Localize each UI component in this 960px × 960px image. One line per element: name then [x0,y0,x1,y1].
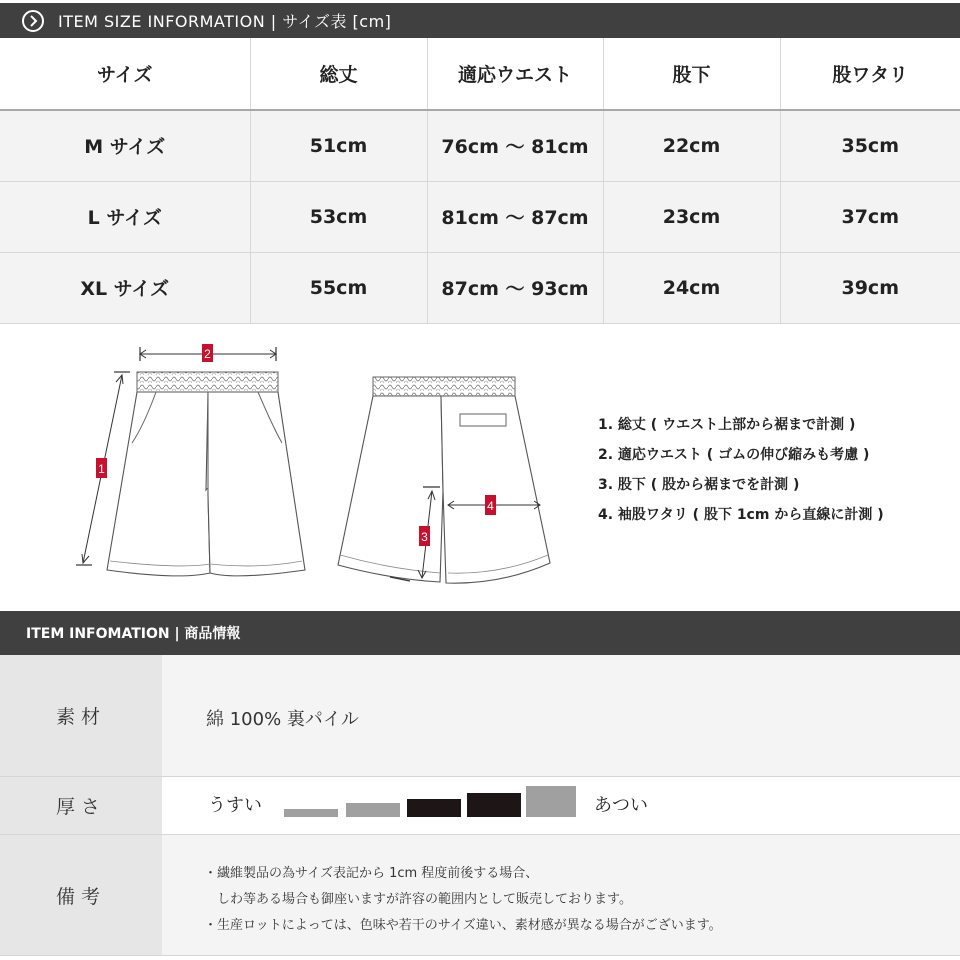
table-cell: 51cm [250,110,427,181]
table-cell: 81cm 〜 87cm [427,181,603,252]
table-cell: XL サイズ [0,252,250,323]
table-cell: 22cm [603,110,780,181]
table-row [0,181,960,252]
back-view [338,377,550,583]
table-cell: 87cm 〜 93cm [427,252,603,323]
marker-label: 2 [204,347,211,361]
note-item: 1. 総丈 ( ウエスト上部から裾まで計測 ) [598,417,856,433]
thickness-scale [162,777,960,834]
material-label: 素材 [0,655,162,776]
table-cell: 76cm 〜 81cm [427,110,603,181]
table-cell: 55cm [250,252,427,323]
thickness-level [407,799,461,817]
table-cell: 35cm [780,110,960,181]
table-cell: 53cm [250,181,427,252]
remark-line: ・繊維製品の為サイズ表記から 1cm 程度前後する場合、 [204,866,539,881]
marker-label: 4 [487,499,494,513]
table-cell: 23cm [603,181,780,252]
size-info-title: ITEM SIZE INFORMATION | サイズ表 [cm] [58,12,392,31]
remarks-row [0,835,960,956]
shorts-measurement-diagram [60,335,580,595]
size-info-header [0,3,960,38]
table-cell: 39cm [780,252,960,323]
thickness-level [284,809,338,817]
remarks-label: 備考 [0,835,162,955]
table-cell: 37cm [780,181,960,252]
thickness-thin-label: うすい [208,795,262,816]
material-value: 綿 100% 裏パイル [206,709,359,730]
item-info-header [0,611,960,655]
table-cell: L サイズ [0,181,250,252]
column-header: 適応ウエスト [427,38,603,110]
thickness-level [467,793,521,817]
table-cell: M サイズ [0,110,250,181]
note-item: 2. 適応ウエスト ( ゴムの伸び縮みも考慮 ) [598,447,870,463]
remarks-cell [162,835,960,955]
size-table [0,38,960,324]
column-header: 総丈 [250,38,427,110]
remarks-text [204,861,722,939]
table-cell: 24cm [603,252,780,323]
column-header: サイズ [0,38,250,110]
marker-label: 1 [98,462,105,476]
front-view [76,344,305,576]
thickness-row [0,777,960,835]
marker-label: 3 [421,530,428,544]
thickness-level [346,803,400,817]
chevron-right-icon [22,10,44,32]
material-row [0,655,960,777]
item-info-title: ITEM INFOMATION | 商品情報 [26,626,241,642]
size-table-header [0,38,960,110]
note-item: 4. 袖股ワタリ ( 股下 1cm から直線に計測 ) [598,507,884,523]
column-header: 股下 [603,38,780,110]
table-row [0,252,960,323]
note-item: 3. 股下 ( 股から裾までを計測 ) [598,477,800,493]
thickness-thick-label: あつい [594,795,648,816]
material-value-cell [162,655,960,776]
thickness-label: 厚さ [0,777,162,834]
remark-line: ・生産ロットによっては、色味や若干のサイズ違い、素材感が異なる場合がございます。 [204,918,722,933]
measurement-notes [598,410,884,530]
remark-line: しわ等ある場合も御座いますが許容の範囲内として販売しております。 [204,892,632,907]
thickness-level [526,786,576,817]
column-header: 股ワタリ [780,38,960,110]
table-row [0,110,960,181]
